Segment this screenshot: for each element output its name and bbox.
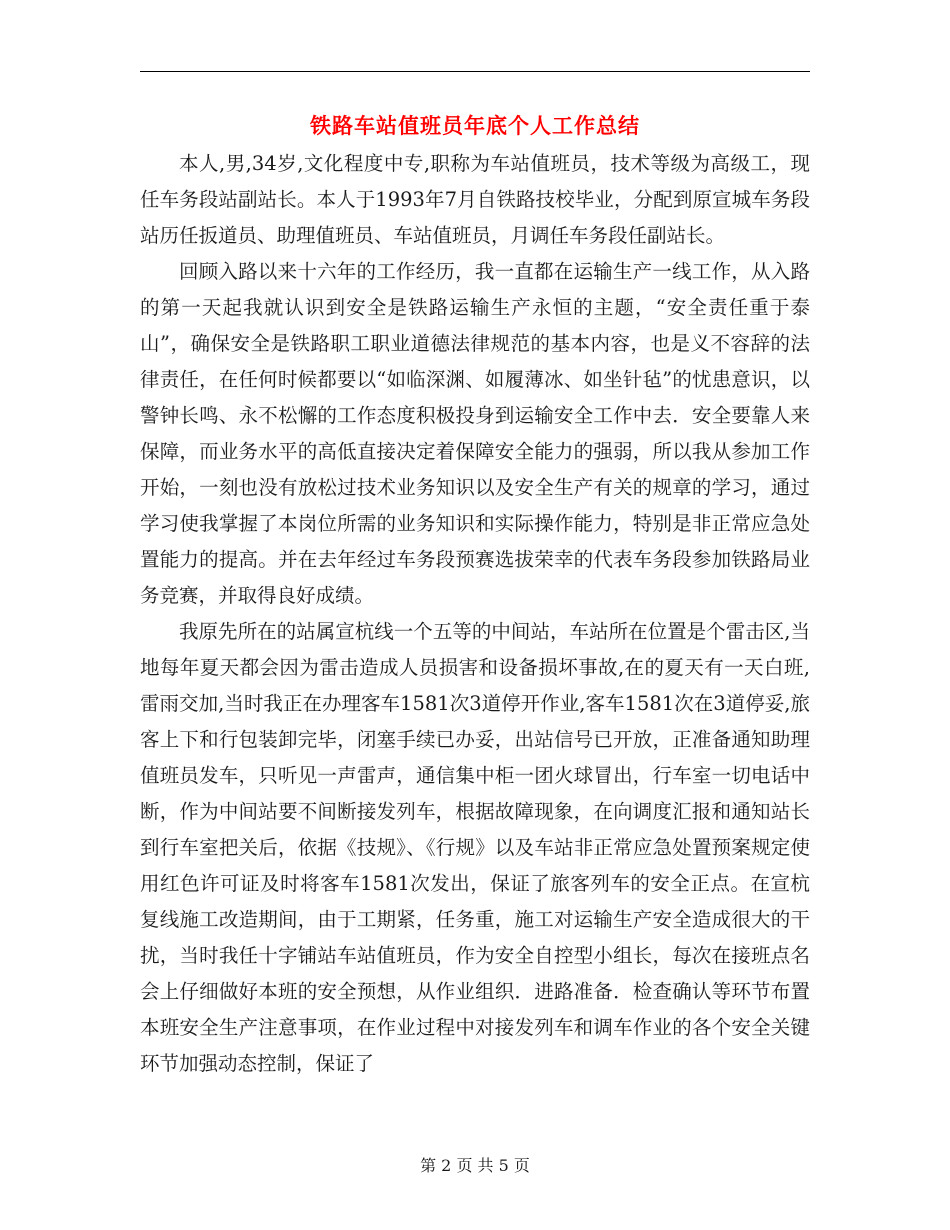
document-body (140, 146, 810, 1082)
header-rule (140, 71, 810, 72)
paragraph-1: 本人,男,34岁,文化程度中专,职称为车站值班员，技术等级为高级工，现任车务段站副站长。本人于1993年7月自铁路技校毕业，分配到原宣城车务段站历任扳道员、助理值班员、车站值班员，月调任车务段任副站长。 (140, 152, 810, 247)
paragraph-2: 回顾入路以来十六年的工作经历，我一直都在运输生产一线工作，从入路的第一天起我就认识到安全是铁路运输生产永恒的主题，“安全责任重于泰山”，确保安全是铁路职工职业道德法律规范的基本内容，也是义不容辞的法律责任，在任何时候都要以“如临深渊、如履薄冰、如坐针毡”的忧患意识，以警钟长鸣、永不松懈的工作态度积极投身到运输安全工作中去．安全要靠人来保障，而业务水平的高低直接决定着保障安全能力的强弱，所以我从参加工作开始，一刻也没有放松过技术业务知识以及安全生产有关的规章的学习，通过学习使我掌握了本岗位所需的业务知识和实际操作能力，特别是非正常应急处置能力的提高。并在去年经过车务段预赛选拔荣幸的代表车务段参加铁路局业务竞赛，并取得良好成绩。 (140, 260, 810, 607)
page-number: 第 2 页 共 5 页 (420, 1156, 530, 1175)
paragraph-3: 我原先所在的站属宣杭线一个五等的中间站，车站所在位置是个雷击区,当地每年夏天都会因为雷击造成人员损害和设备损坏事故,在的夏天有一天白班,雷雨交加,当时我正在办理客车1581次3道停开作业,客车1581次在3道停妥,旅客上下和行包装卸完毕，闭塞手续已办妥，出站信号已开放，正准备通知助理值班员发车，只听见一声雷声，通信集中柜一团火球冒出，行车室一切电话中断，作为中间站要不间断接发列车，根据故障现象，在向调度汇报和通知站长到行车室把关后，依据《技规》、《行规》以及车站非正常应急处置预案规定使用红色许可证及时将客车1581次发出，保证了旅客列车的安全正点。在宣杭复线施工改造期间，由于工期紧，任务重，施工对运输生产安全造成很大的干扰，当时我任十字铺站车站值班员，作为安全自控型小组长，每次在接班点名会上仔细做好本班的安全预想，从作业组织．进路准备．检查确认等环节布置本班安全生产注意事项，在作业过程中对接发列车和调车作业的各个安全关键环节加强动态控制，保证了 (140, 620, 810, 1075)
document-title: 铁路车站值班员年底个人工作总结 (310, 114, 640, 138)
